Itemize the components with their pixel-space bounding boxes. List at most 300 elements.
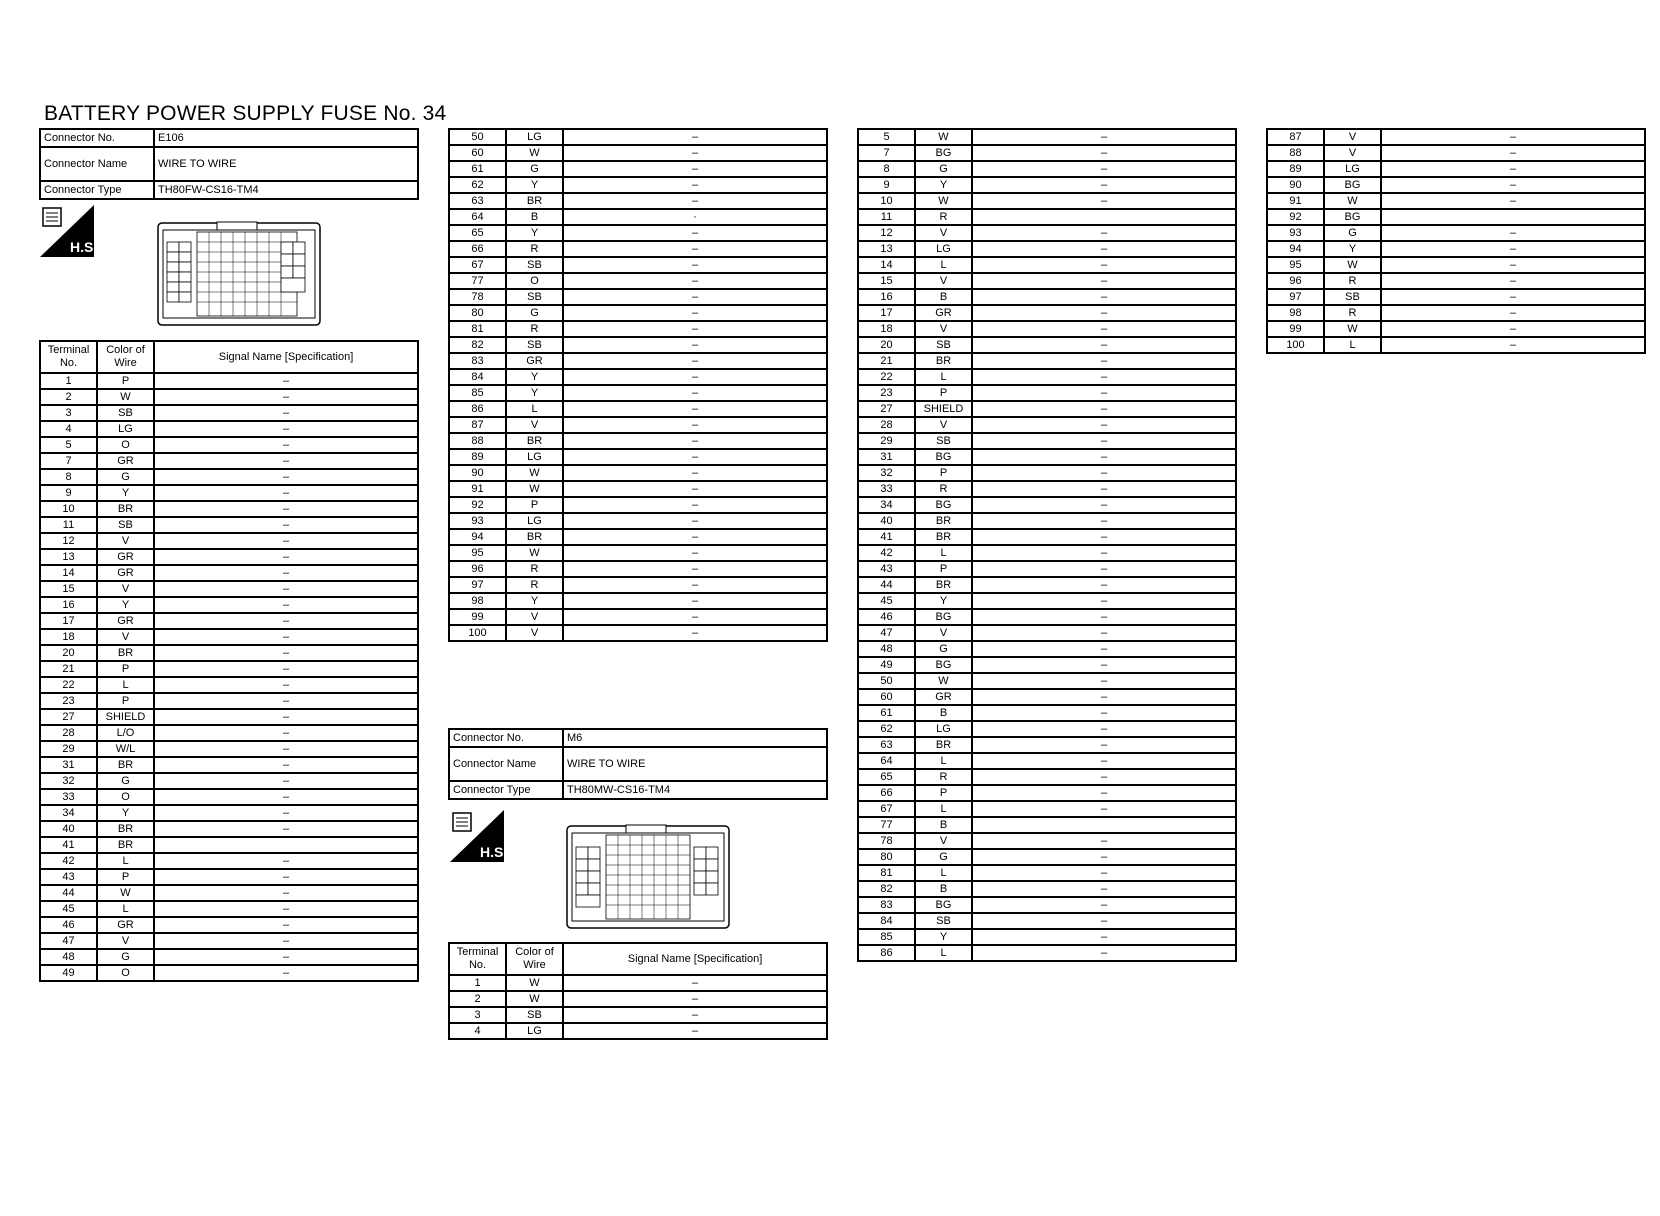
signal-name-cell: –: [972, 929, 1236, 945]
terminal-no-cell: 80: [449, 305, 506, 321]
signal-name-cell: –: [154, 565, 418, 581]
signal-name-cell: –: [972, 769, 1236, 785]
wire-color-cell: LG: [1324, 161, 1381, 177]
connector-name-label: Connector Name: [449, 747, 563, 781]
signal-name-cell: –: [972, 641, 1236, 657]
wire-color-cell: W: [915, 129, 972, 145]
signal-name-cell: –: [563, 289, 827, 305]
signal-name-cell: –: [154, 501, 418, 517]
table-row: [858, 657, 1236, 673]
terminal-no-cell: 40: [858, 513, 915, 529]
table-row: [40, 725, 418, 741]
wire-color-cell: L: [97, 853, 154, 869]
terminal-no-cell: 77: [449, 273, 506, 289]
table-row: [40, 437, 418, 453]
signal-name-cell: –: [154, 389, 418, 405]
wire-color-cell: BG: [915, 497, 972, 513]
terminal-no-cell: 61: [449, 161, 506, 177]
signal-name-cell: –: [154, 661, 418, 677]
signal-name-cell: –: [972, 305, 1236, 321]
signal-name-cell: –: [563, 353, 827, 369]
signal-name-cell: –: [154, 885, 418, 901]
wire-color-cell: BR: [506, 193, 563, 209]
table-row: [40, 405, 418, 421]
hs-label: H.S.: [480, 844, 508, 860]
terminal-no-cell: 65: [858, 769, 915, 785]
table-row: [858, 785, 1236, 801]
terminal-no-cell: 83: [449, 353, 506, 369]
signal-name-cell: –: [563, 321, 827, 337]
wire-color-cell: BR: [97, 757, 154, 773]
signal-name-cell: –: [154, 645, 418, 661]
wire-color-cell: BR: [97, 501, 154, 517]
wire-color-cell: SHIELD: [915, 401, 972, 417]
signal-name-cell: –: [972, 401, 1236, 417]
table-row: [40, 773, 418, 789]
wire-color-cell: BG: [915, 145, 972, 161]
signal-name-cell: –: [1381, 225, 1645, 241]
table-row: [858, 497, 1236, 513]
table-row: [1267, 305, 1645, 321]
table-row: [858, 737, 1236, 753]
table-row: [40, 485, 418, 501]
table-row: [1267, 321, 1645, 337]
terminal-no-cell: 91: [1267, 193, 1324, 209]
terminal-no-cell: 44: [40, 885, 97, 901]
wire-color-cell: R: [506, 241, 563, 257]
signal-name-cell: –: [563, 225, 827, 241]
signal-name-cell: –: [972, 257, 1236, 273]
table-row: [449, 529, 827, 545]
table-row: [40, 693, 418, 709]
signal-name-cell: –: [972, 785, 1236, 801]
table-row: [1267, 225, 1645, 241]
table-row: [449, 545, 827, 561]
table-row: [858, 257, 1236, 273]
connector-type-value: TH80FW-CS16-TM4: [154, 181, 418, 199]
table-row: [858, 625, 1236, 641]
wire-color-cell: P: [97, 661, 154, 677]
table-row: [449, 577, 827, 593]
wire-color-cell: L: [506, 401, 563, 417]
table-row: [858, 705, 1236, 721]
connector-m6-pin-table-a: [448, 942, 828, 1040]
terminal-no-cell: 2: [40, 389, 97, 405]
table-row: [858, 209, 1236, 225]
terminal-no-cell: 34: [40, 805, 97, 821]
wire-color-cell: G: [1324, 225, 1381, 241]
terminal-no-cell: 12: [40, 533, 97, 549]
terminal-no-cell: 64: [858, 753, 915, 769]
terminal-no-cell: 87: [449, 417, 506, 433]
harness-side-icon: [40, 205, 98, 257]
signal-name-cell: –: [972, 833, 1236, 849]
terminal-no-cell: 88: [449, 433, 506, 449]
signal-name-cell: –: [154, 853, 418, 869]
terminal-no-cell: 49: [858, 657, 915, 673]
signal-name-cell: –: [1381, 305, 1645, 321]
wire-color-cell: L: [915, 753, 972, 769]
terminal-no-cell: 27: [858, 401, 915, 417]
terminal-no-cell: 100: [449, 625, 506, 641]
table-row: [1267, 257, 1645, 273]
wire-color-cell: SB: [915, 337, 972, 353]
signal-name-cell: –: [972, 369, 1236, 385]
terminal-no-cell: 67: [858, 801, 915, 817]
wire-color-cell: SB: [506, 257, 563, 273]
terminal-no-cell: 86: [858, 945, 915, 961]
wire-color-cell: SB: [506, 337, 563, 353]
table-row: [858, 321, 1236, 337]
table-row: [858, 593, 1236, 609]
harness-side-icon: [450, 810, 508, 862]
signal-name-cell: –: [154, 613, 418, 629]
terminal-no-cell: 7: [40, 453, 97, 469]
terminal-no-cell: 89: [449, 449, 506, 465]
signal-name-cell: –: [563, 1007, 827, 1023]
signal-name-cell: –: [154, 469, 418, 485]
wire-color-cell: P: [97, 373, 154, 389]
signal-name-cell: –: [972, 689, 1236, 705]
signal-name-cell: –: [154, 517, 418, 533]
table-row: [858, 913, 1236, 929]
signal-name-cell: –: [972, 465, 1236, 481]
signal-name-cell: –: [563, 273, 827, 289]
table-row: [449, 385, 827, 401]
terminal-no-cell: 18: [858, 321, 915, 337]
terminal-no-cell: 99: [1267, 321, 1324, 337]
terminal-no-cell: 20: [858, 337, 915, 353]
table-row: [858, 369, 1236, 385]
signal-name-cell: –: [563, 241, 827, 257]
table-row: [858, 401, 1236, 417]
terminal-no-cell: 42: [40, 853, 97, 869]
terminal-no-cell: 46: [858, 609, 915, 625]
signal-name-cell: –: [972, 657, 1236, 673]
terminal-no-cell: 23: [40, 693, 97, 709]
signal-name-cell: –: [563, 193, 827, 209]
wire-color-cell: W: [506, 465, 563, 481]
terminal-no-cell: 78: [858, 833, 915, 849]
table-row: [40, 597, 418, 613]
wire-color-cell: BR: [97, 645, 154, 661]
terminal-no-cell: 8: [858, 161, 915, 177]
wire-color-cell: W: [506, 975, 563, 991]
signal-name-cell: –: [1381, 337, 1645, 353]
table-row: [449, 177, 827, 193]
signal-name-cell: –: [563, 385, 827, 401]
table-row: [858, 897, 1236, 913]
table-row: [40, 949, 418, 965]
table-row: [449, 321, 827, 337]
table-row: [1267, 161, 1645, 177]
signal-name-cell: –: [154, 901, 418, 917]
table-row: [40, 581, 418, 597]
terminal-no-cell: 60: [449, 145, 506, 161]
table-row: [858, 449, 1236, 465]
terminal-no-cell: 84: [449, 369, 506, 385]
wire-color-cell: G: [915, 161, 972, 177]
table-row: [1267, 241, 1645, 257]
signal-name-cell: –: [154, 949, 418, 965]
table-row: [1267, 289, 1645, 305]
wire-color-cell: B: [915, 705, 972, 721]
signal-name-cell: [972, 209, 1236, 225]
signal-name-cell: –: [154, 917, 418, 933]
signal-name-cell: –: [563, 529, 827, 545]
wire-color-cell: B: [915, 817, 972, 833]
signal-name-cell: –: [563, 177, 827, 193]
table-row: [858, 753, 1236, 769]
wire-color-cell: Y: [97, 805, 154, 821]
wire-color-cell: G: [506, 161, 563, 177]
terminal-no-cell: 82: [858, 881, 915, 897]
signal-name-cell: –: [154, 725, 418, 741]
table-row: [858, 641, 1236, 657]
terminal-no-cell: 33: [858, 481, 915, 497]
terminal-no-cell: 78: [449, 289, 506, 305]
wire-color-cell: V: [97, 533, 154, 549]
table-row: [858, 929, 1236, 945]
connector-no-label: Connector No.: [449, 729, 563, 747]
signal-name-cell: –: [154, 421, 418, 437]
signal-name-cell: –: [563, 609, 827, 625]
terminal-no-cell: 64: [449, 209, 506, 225]
terminal-no-cell: 5: [40, 437, 97, 453]
terminal-no-cell: 32: [40, 773, 97, 789]
signal-name-cell: –: [972, 561, 1236, 577]
terminal-no-cell: 88: [1267, 145, 1324, 161]
signal-name-cell: –: [972, 593, 1236, 609]
signal-name-cell: –: [563, 337, 827, 353]
wire-color-cell: BR: [97, 821, 154, 837]
terminal-no-cell: 11: [858, 209, 915, 225]
table-row: [858, 305, 1236, 321]
table-row: [40, 805, 418, 821]
table-row: [40, 885, 418, 901]
signal-name-cell: –: [972, 497, 1236, 513]
signal-name-cell: –: [563, 991, 827, 1007]
terminal-no-cell: 42: [858, 545, 915, 561]
signal-name-cell: –: [972, 721, 1236, 737]
terminal-no-cell: 50: [449, 129, 506, 145]
wire-color-cell: LG: [506, 1023, 563, 1039]
signal-name-cell: –: [154, 581, 418, 597]
table-row: [449, 625, 827, 641]
table-row: [858, 769, 1236, 785]
signal-name-cell: –: [563, 1023, 827, 1039]
terminal-no-cell: 95: [449, 545, 506, 561]
table-row: [449, 145, 827, 161]
wire-color-cell: V: [506, 625, 563, 641]
wire-color-cell: BG: [1324, 209, 1381, 225]
wire-color-cell: SB: [506, 1007, 563, 1023]
signal-name-cell: –: [972, 897, 1236, 913]
signal-name-cell: –: [972, 577, 1236, 593]
wire-color-cell: O: [506, 273, 563, 289]
wire-color-cell: V: [915, 273, 972, 289]
wire-color-cell: Y: [97, 597, 154, 613]
wire-color-cell: V: [506, 609, 563, 625]
terminal-no-cell: 65: [449, 225, 506, 241]
table-row: [449, 513, 827, 529]
table-row: [449, 257, 827, 273]
terminal-no-cell: 13: [40, 549, 97, 565]
terminal-no-cell: 13: [858, 241, 915, 257]
terminal-no-cell: 100: [1267, 337, 1324, 353]
signal-name-cell: –: [563, 305, 827, 321]
terminal-no-cell: 90: [1267, 177, 1324, 193]
table-row: [40, 677, 418, 693]
table-row: [858, 289, 1236, 305]
table-row: [449, 129, 827, 145]
wire-color-cell: V: [506, 417, 563, 433]
wire-color-cell: GR: [97, 917, 154, 933]
signal-name-cell: –: [972, 161, 1236, 177]
terminal-no-cell: 5: [858, 129, 915, 145]
wire-color-cell: LG: [506, 513, 563, 529]
signal-name-cell: [972, 817, 1236, 833]
table-row: [858, 817, 1236, 833]
signal-name-cell: –: [1381, 289, 1645, 305]
terminal-no-cell: 41: [858, 529, 915, 545]
signal-name-cell: –: [154, 821, 418, 837]
terminal-no-cell: 44: [858, 577, 915, 593]
table-row: [1267, 273, 1645, 289]
signal-name-cell: –: [563, 975, 827, 991]
wire-color-cell: BG: [915, 657, 972, 673]
terminal-no-cell: 21: [40, 661, 97, 677]
table-row: [858, 465, 1236, 481]
terminal-no-cell: 31: [858, 449, 915, 465]
terminal-no-cell: 41: [40, 837, 97, 853]
signal-name-cell: –: [972, 145, 1236, 161]
signal-name-cell: –: [563, 449, 827, 465]
terminal-no-cell: 4: [449, 1023, 506, 1039]
terminal-no-cell: 16: [858, 289, 915, 305]
table-row: [40, 549, 418, 565]
terminal-no-cell: 62: [449, 177, 506, 193]
terminal-no-cell: 31: [40, 757, 97, 773]
wire-color-cell: B: [506, 209, 563, 225]
table-row: [40, 629, 418, 645]
terminal-no-cell: 9: [40, 485, 97, 501]
wire-color-cell: V: [915, 417, 972, 433]
terminal-no-cell: 92: [1267, 209, 1324, 225]
table-row: [449, 449, 827, 465]
wire-color-cell: Y: [97, 485, 154, 501]
wire-color-cell: P: [915, 385, 972, 401]
wire-color-cell: R: [506, 577, 563, 593]
wire-color-cell: V: [97, 629, 154, 645]
table-row: [858, 225, 1236, 241]
terminal-no-cell: 29: [858, 433, 915, 449]
wire-color-cell: Y: [915, 177, 972, 193]
connector-m6-diagram-icon: [566, 825, 730, 929]
signal-name-cell: –: [972, 625, 1236, 641]
connector-e106-pin-table-a: [39, 340, 419, 982]
terminal-no-cell: 94: [449, 529, 506, 545]
wire-color-cell: L: [915, 369, 972, 385]
signal-name-cell: –: [972, 865, 1236, 881]
signal-name-cell: –: [563, 561, 827, 577]
table-row: [858, 833, 1236, 849]
wire-color-cell: P: [97, 693, 154, 709]
wire-color-cell: G: [506, 305, 563, 321]
signal-name-cell: –: [1381, 241, 1645, 257]
terminal-no-cell: 61: [858, 705, 915, 721]
wire-color-cell: P: [915, 465, 972, 481]
terminal-no-cell: 95: [1267, 257, 1324, 273]
wire-color-cell: GR: [97, 549, 154, 565]
table-row: [40, 421, 418, 437]
table-row: [449, 193, 827, 209]
wire-color-cell: Y: [506, 593, 563, 609]
table-row: [449, 417, 827, 433]
signal-name-cell: –: [154, 437, 418, 453]
wire-color-cell: Y: [1324, 241, 1381, 257]
terminal-no-cell: 11: [40, 517, 97, 533]
signal-name-cell: –: [972, 177, 1236, 193]
terminal-no-cell: 96: [1267, 273, 1324, 289]
wire-color-cell: BG: [915, 897, 972, 913]
wire-color-cell: W: [915, 193, 972, 209]
table-row: [858, 609, 1236, 625]
wire-color-cell: P: [915, 785, 972, 801]
wire-color-cell: R: [506, 561, 563, 577]
terminal-no-cell: 18: [40, 629, 97, 645]
connector-name-value: WIRE TO WIRE: [563, 747, 827, 781]
wire-color-cell: B: [915, 881, 972, 897]
wire-color-cell: BR: [97, 837, 154, 853]
terminal-no-cell: 93: [449, 513, 506, 529]
signal-name-cell: –: [972, 241, 1236, 257]
wire-color-cell: R: [506, 321, 563, 337]
signal-name-cell: –: [972, 513, 1236, 529]
table-row: [1267, 209, 1645, 225]
signal-name-cell: –: [1381, 161, 1645, 177]
table-row: [40, 821, 418, 837]
connector-no-value: E106: [154, 129, 418, 147]
signal-name-cell: –: [972, 385, 1236, 401]
table-row: [40, 933, 418, 949]
wire-color-cell: SB: [915, 913, 972, 929]
wire-color-cell: G: [97, 949, 154, 965]
table-row: [449, 273, 827, 289]
wire-color-cell: P: [506, 497, 563, 513]
terminal-no-cell: 67: [449, 257, 506, 273]
connector-m6-info: [448, 728, 828, 800]
table-row: [449, 209, 827, 225]
terminal-no-cell: 81: [449, 321, 506, 337]
connector-type-label: Connector Type: [449, 781, 563, 799]
terminal-no-cell: 45: [40, 901, 97, 917]
signal-name-cell: –: [972, 705, 1236, 721]
wire-color-cell: L: [915, 257, 972, 273]
terminal-no-cell: 22: [858, 369, 915, 385]
terminal-no-cell: 15: [858, 273, 915, 289]
table-row: [449, 225, 827, 241]
table-row: [449, 305, 827, 321]
table-row: [858, 545, 1236, 561]
table-row: [858, 865, 1236, 881]
table-row: [858, 561, 1236, 577]
terminal-no-cell: 50: [858, 673, 915, 689]
terminal-no-cell: 85: [858, 929, 915, 945]
terminal-no-cell: 48: [40, 949, 97, 965]
wire-color-cell: V: [1324, 145, 1381, 161]
table-row: [858, 273, 1236, 289]
